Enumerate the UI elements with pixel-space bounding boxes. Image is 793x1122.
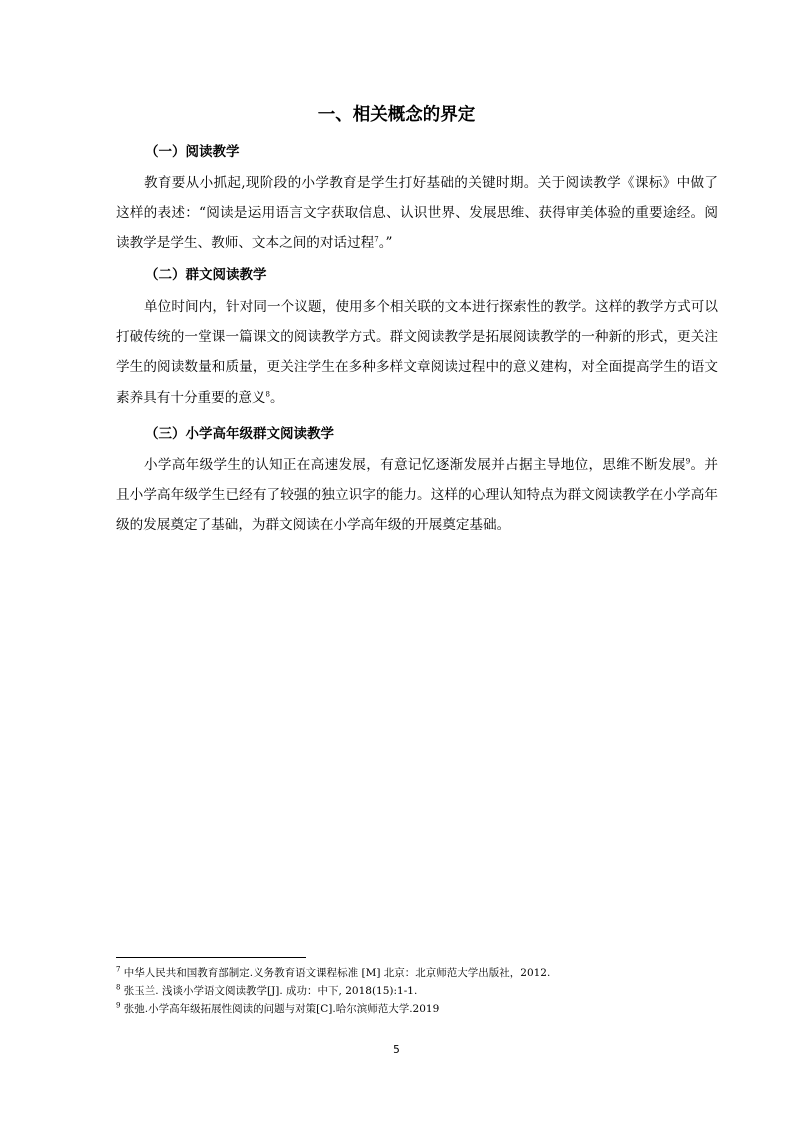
footnote-ref-9[interactable]: 9 <box>685 457 691 466</box>
footnote-ref-7[interactable]: 7 <box>374 235 379 244</box>
page-title: 一、相关概念的界定 <box>317 105 476 125</box>
footnote-text: 中华人民共和国教育部制定.义务教育语文课程标准 [M] 北京：北京师范大学出版社，2012. <box>120 967 551 979</box>
paragraph-text-end: 。 <box>270 389 284 406</box>
footnote-text: 张玉兰. 浅谈小学语文阅读教学[J]. 成功：中下, 2018(15):1-1. <box>120 985 418 997</box>
footnote-ref-8[interactable]: 8 <box>265 390 270 399</box>
footnote-7 <box>116 964 736 982</box>
footnotes <box>116 964 736 1018</box>
paragraph-group-reading <box>116 292 718 413</box>
footnote-9 <box>116 1000 736 1018</box>
footnote-text: 张弛.小学高年级拓展性阅读的问题与对策[C].哈尔滨师范大学.2019 <box>120 1003 440 1015</box>
paragraph-text: 单位时间内，针对同一个议题，使用多个相关联的文本进行探索性的教学。这样的教学方式可以打破传统的一堂课一篇课文的阅读教学方式。群文阅读教学是拓展阅读教学的一种新的形式，更关注学生的阅读数量和质量，更关注学生在多种多样文章阅读过程中的意义建构，对全面提高学生的语文素养具有十分重要的意义 <box>116 299 718 406</box>
section-heading-reading-teaching: （一）阅读教学 <box>145 144 240 160</box>
footnote-8 <box>116 982 736 1000</box>
paragraph-reading-teaching <box>116 168 718 259</box>
footnote-divider <box>116 957 306 958</box>
footnote-mark: 7 <box>116 965 121 974</box>
footnote-mark: 8 <box>116 983 121 992</box>
paragraph-text-end: 。” <box>378 235 393 252</box>
page-number: 5 <box>393 1044 400 1056</box>
paragraph-upper-grade <box>116 450 718 541</box>
paragraph-text: 教育要从小抓起,现阶段的小学教育是学生打好基础的关键时期。关于阅读教学《课标》中做了这样的表述：“阅读是运用语言文字获取信息、认识世界、发展思维、获得审美体验的重要途经。阅读教学是学生、教师、文本之间的对话过程 <box>116 175 718 252</box>
paragraph-text-end: 。并且小学高年级学生已经有了较强的独立识字的能力。这样的心理认知特点为群文阅读教学在小学高年级的发展奠定了基础，为群文阅读在小学高年级的开展奠定基础。 <box>116 457 719 534</box>
footnote-mark: 9 <box>116 1001 121 1010</box>
section-heading-group-reading: （二）群文阅读教学 <box>145 267 267 283</box>
section-heading-upper-grade: （三）小学高年级群文阅读教学 <box>145 426 334 442</box>
paragraph-text: 小学高年级学生的认知正在高速发展，有意记忆逐渐发展并占据主导地位，思维不断发展 <box>144 457 686 473</box>
